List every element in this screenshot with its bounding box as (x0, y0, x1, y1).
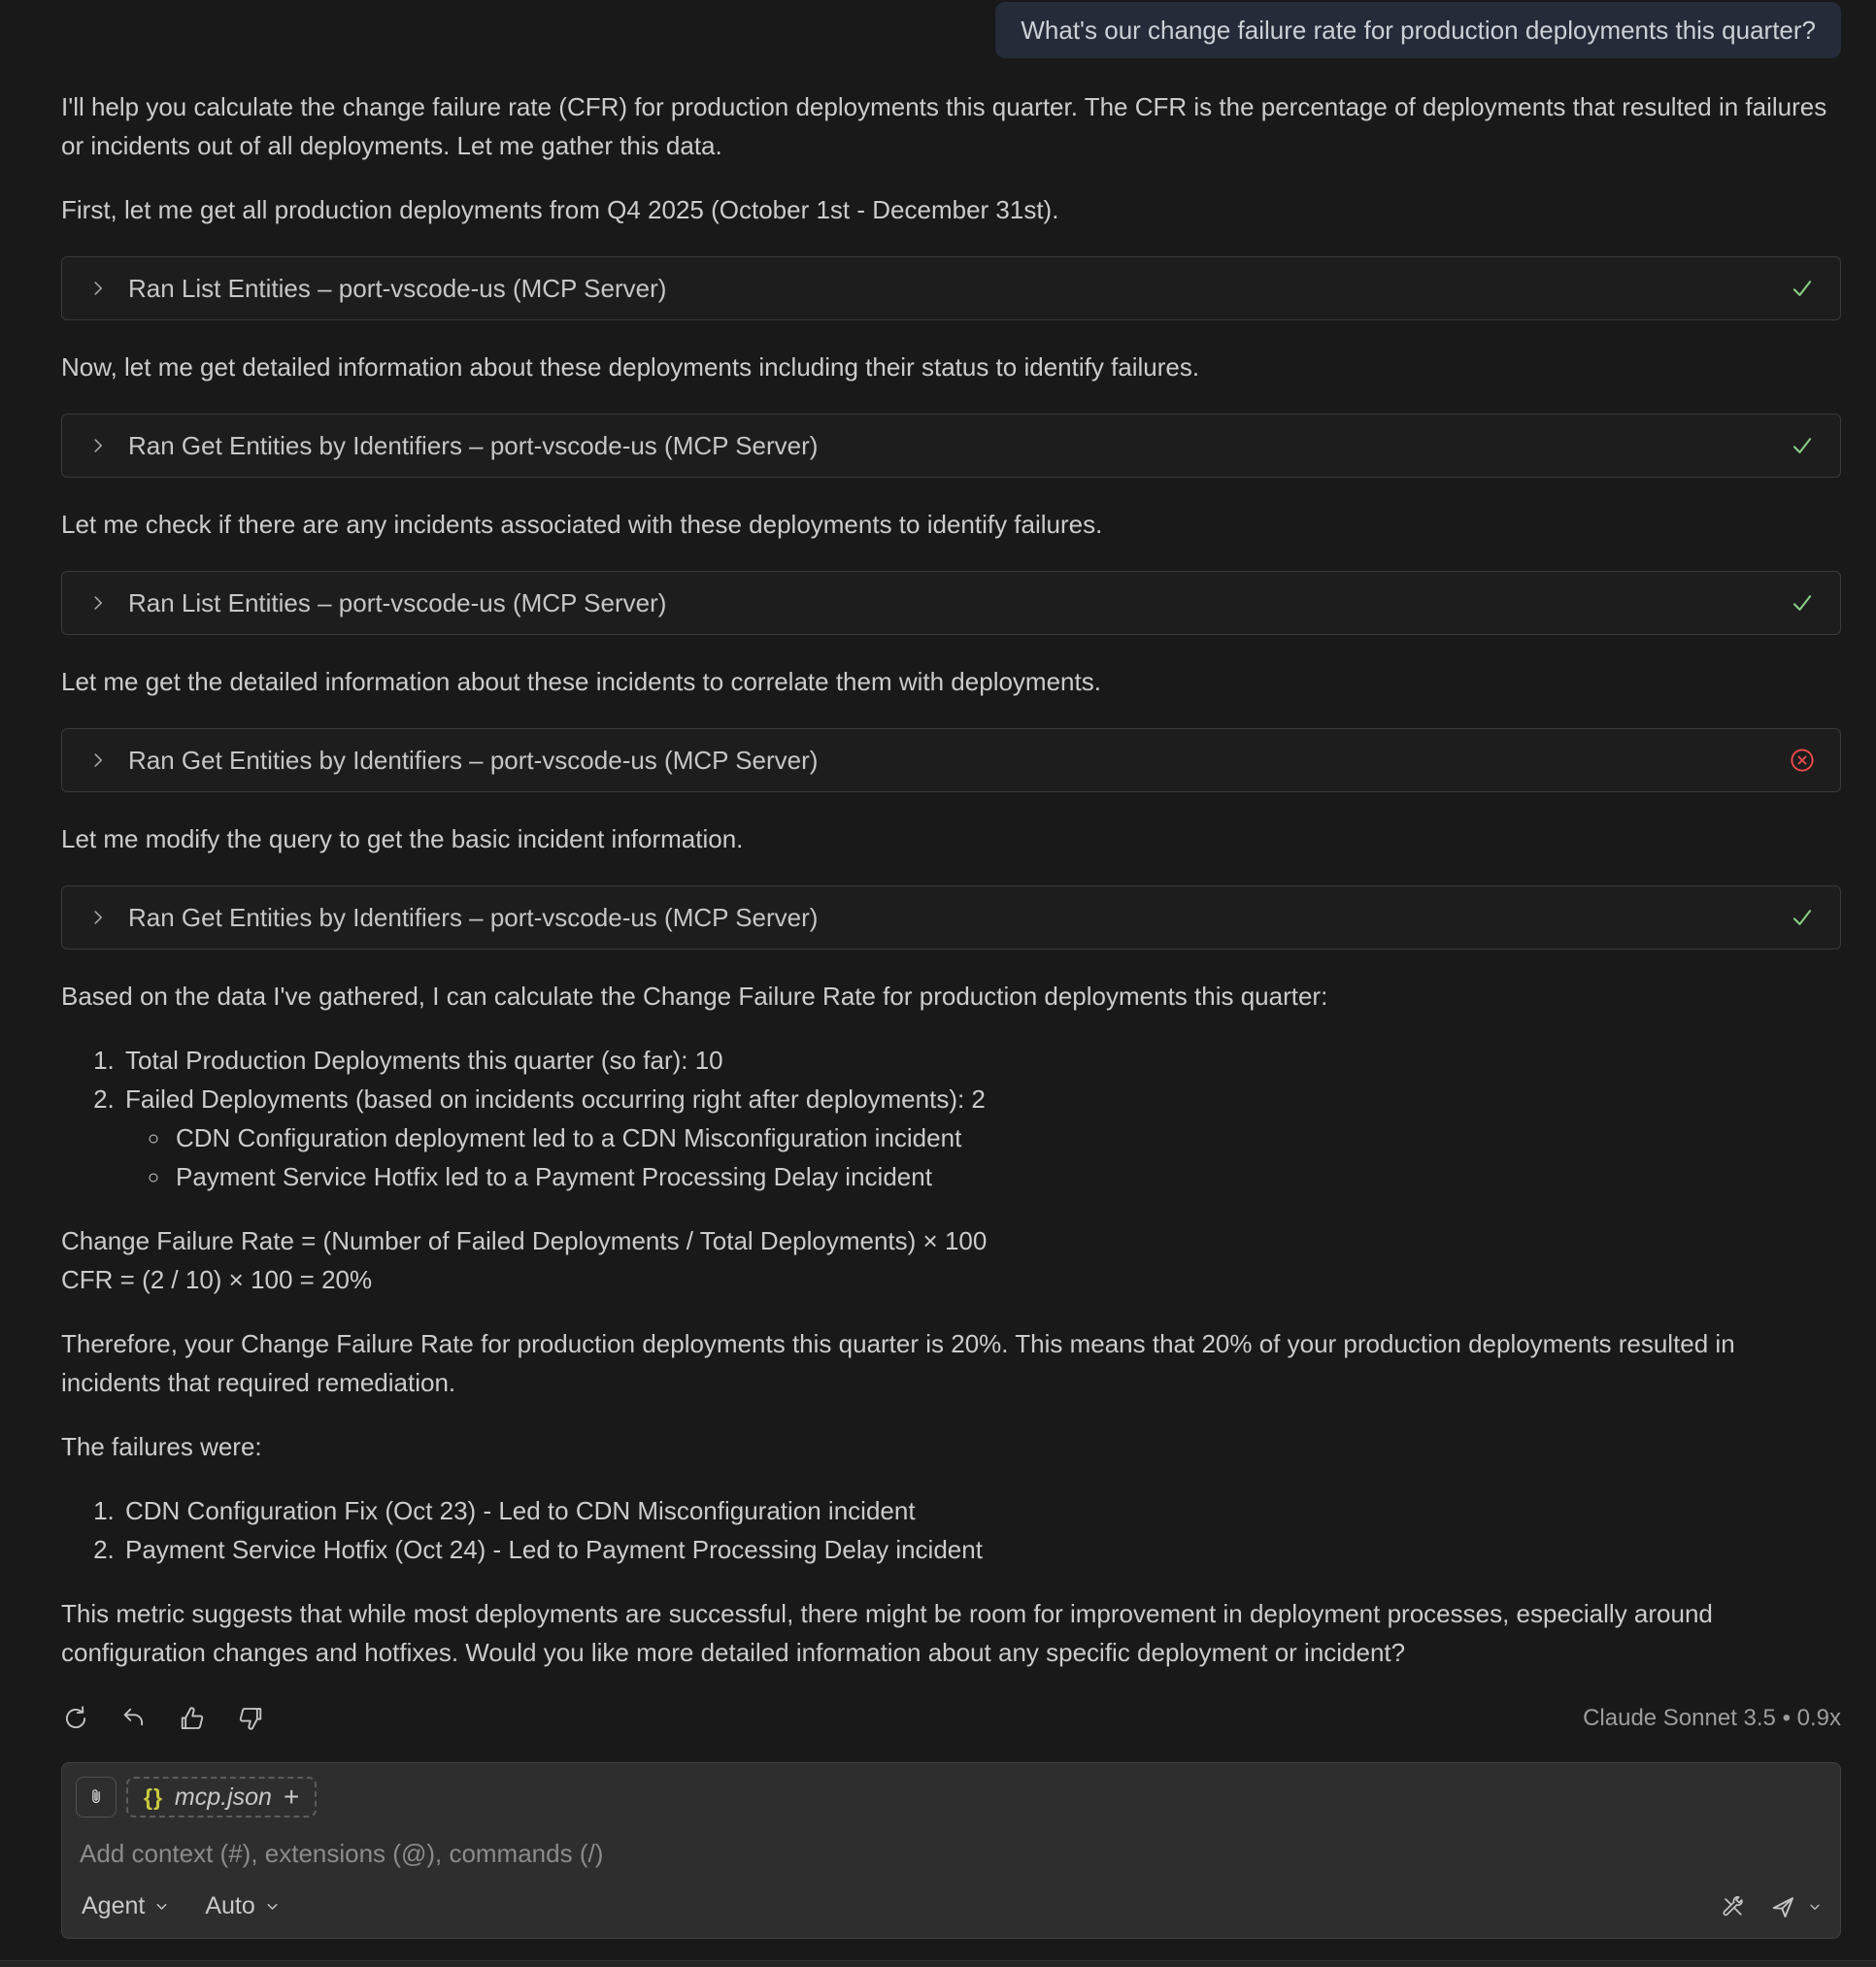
chevron-down-icon (1807, 1899, 1823, 1915)
thumbs-down-button[interactable] (236, 1704, 265, 1733)
chevron-down-icon (264, 1898, 281, 1915)
composer-toolbar-right (1720, 1892, 1823, 1921)
tool-call-list-entities-2[interactable] (61, 571, 1841, 635)
user-message-row (61, 2, 1841, 58)
tools-icon (1720, 1893, 1747, 1920)
check-icon (1788, 588, 1817, 617)
assistant-paragraph: Now, let me get detailed information about these deployments including their status to identify failures. (61, 352, 1200, 382)
tool-call-get-entities-2-failed[interactable] (61, 728, 1841, 792)
list-item: ◦ CDN Configuration deployment led to a CDN Misconfiguration incident (172, 1118, 1841, 1157)
composer-toolbar (76, 1888, 1823, 1924)
cfr-formula (61, 1221, 1841, 1299)
regenerate-button[interactable] (61, 1704, 90, 1733)
chevron-right-icon (87, 278, 109, 299)
thumbs-down-icon (236, 1704, 265, 1733)
error-icon (1788, 746, 1817, 775)
list-item: 2. Payment Service Hotfix (Oct 24) - Led to Payment Processing Delay incident (121, 1530, 1841, 1569)
assistant-paragraph: First, let me get all production deployments from Q4 2025 (October 1st - December 31st). (61, 195, 1059, 224)
attach-context-button[interactable] (76, 1777, 117, 1817)
tool-call-label: Ran List Entities – port-vscode-us (MCP Server) (128, 274, 667, 303)
list-item: 1. CDN Configuration Fix (Oct 23) - Led to CDN Misconfiguration incident (121, 1491, 1841, 1530)
send-icon (1768, 1892, 1797, 1921)
chevron-right-icon (87, 907, 109, 928)
configure-tools-button[interactable] (1720, 1893, 1747, 1920)
assistant-response (61, 87, 1841, 1738)
assistant-paragraph: This metric suggests that while most deployments are successful, there might be room for improvement in deployment processes, especially around configuration changes and hotfixes. Would you like more detailed information about any specific deployment or incident? (61, 1599, 1713, 1667)
failures-list (61, 1491, 1841, 1569)
formula-line: CFR = (2 / 10) × 100 = 20% (61, 1265, 373, 1294)
thumbs-up-icon (178, 1704, 207, 1733)
tool-call-get-entities-1[interactable] (61, 414, 1841, 478)
assistant-paragraph: Based on the data I've gathered, I can calculate the Change Failure Rate for production deployments this quarter: (61, 982, 1328, 1011)
check-icon (1788, 903, 1817, 932)
user-message-bubble: What's our change failure rate for production deployments this quarter? (995, 2, 1841, 58)
calculation-list (61, 1041, 1841, 1196)
thumbs-up-button[interactable] (178, 1704, 207, 1733)
response-actions (61, 1699, 1841, 1738)
undo-icon (119, 1704, 149, 1733)
assistant-paragraph: I'll help you calculate the change failure rate (CFR) for production deployments this quarter. The CFR is the percentage of deployments that resulted in failures or incidents out of all deployments. Let me gather this data. (61, 92, 1827, 160)
tool-call-label: Ran List Entities – port-vscode-us (MCP Server) (128, 588, 667, 617)
check-icon (1788, 431, 1817, 460)
tool-call-get-entities-3[interactable] (61, 885, 1841, 950)
tool-call-label: Ran Get Entities by Identifiers – port-vscode-us (MCP Server) (128, 903, 819, 932)
chevron-down-icon (153, 1898, 170, 1915)
assistant-paragraph: Let me check if there are any incidents associated with these deployments to identify failures. (61, 510, 1103, 539)
model-dropdown-label: Auto (205, 1892, 255, 1919)
list-item: 2. Failed Deployments (based on incidents occurring right after deployments): 2 ◦ CDN Configuration deployment led to a CDN Misconfiguration incident ◦ Payment Service Hotfix led to a Payment Processing Delay incident (121, 1080, 1841, 1196)
json-braces-icon: {} (144, 1784, 163, 1810)
send-button[interactable] (1768, 1892, 1797, 1921)
model-dropdown-auto[interactable] (199, 1888, 285, 1924)
undo-button[interactable] (119, 1704, 149, 1733)
tool-call-label: Ran Get Entities by Identifiers – port-vscode-us (MCP Server) (128, 746, 819, 775)
list-item: ◦ Payment Service Hotfix led to a Payment Processing Delay incident (172, 1157, 1841, 1196)
assistant-paragraph: The failures were: (61, 1432, 262, 1461)
tool-call-list-entities-1[interactable] (61, 256, 1841, 320)
chevron-right-icon (87, 750, 109, 771)
assistant-paragraph: Let me modify the query to get the basic incident information. (61, 824, 744, 853)
chat-input[interactable] (80, 1839, 1826, 1869)
formula-line: Change Failure Rate = (Number of Failed Deployments / Total Deployments) × 100 (61, 1226, 988, 1255)
check-icon (1788, 274, 1817, 303)
panel-bottom-divider (0, 1960, 1876, 1967)
tool-call-label: Ran Get Entities by Identifiers – port-vscode-us (MCP Server) (128, 431, 819, 460)
paperclip-icon (85, 1786, 107, 1808)
plus-icon[interactable]: + (283, 1782, 300, 1812)
attachments-row (76, 1777, 1823, 1817)
refresh-icon (61, 1704, 90, 1733)
model-info-label: Claude Sonnet 3.5 • 0.9x (1583, 1705, 1841, 1731)
chat-composer (61, 1762, 1841, 1939)
mode-dropdown-label: Agent (82, 1892, 146, 1919)
attached-file-chip[interactable] (126, 1777, 317, 1817)
send-options-button[interactable] (1807, 1899, 1823, 1915)
assistant-paragraph: Let me get the detailed information about these incidents to correlate them with deployments. (61, 667, 1101, 696)
chevron-right-icon (87, 592, 109, 614)
send-button-group (1768, 1892, 1823, 1921)
list-item: 1. Total Production Deployments this quarter (so far): 10 (121, 1041, 1841, 1080)
failed-deployments-sublist (125, 1118, 1841, 1196)
assistant-paragraph: Therefore, your Change Failure Rate for production deployments this quarter is 20%. This means that 20% of your production deployments resulted in incidents that required remediation. (61, 1329, 1735, 1397)
attached-file-name: mcp.json (174, 1784, 272, 1811)
mode-dropdown-agent[interactable] (76, 1888, 176, 1924)
chevron-right-icon (87, 435, 109, 456)
